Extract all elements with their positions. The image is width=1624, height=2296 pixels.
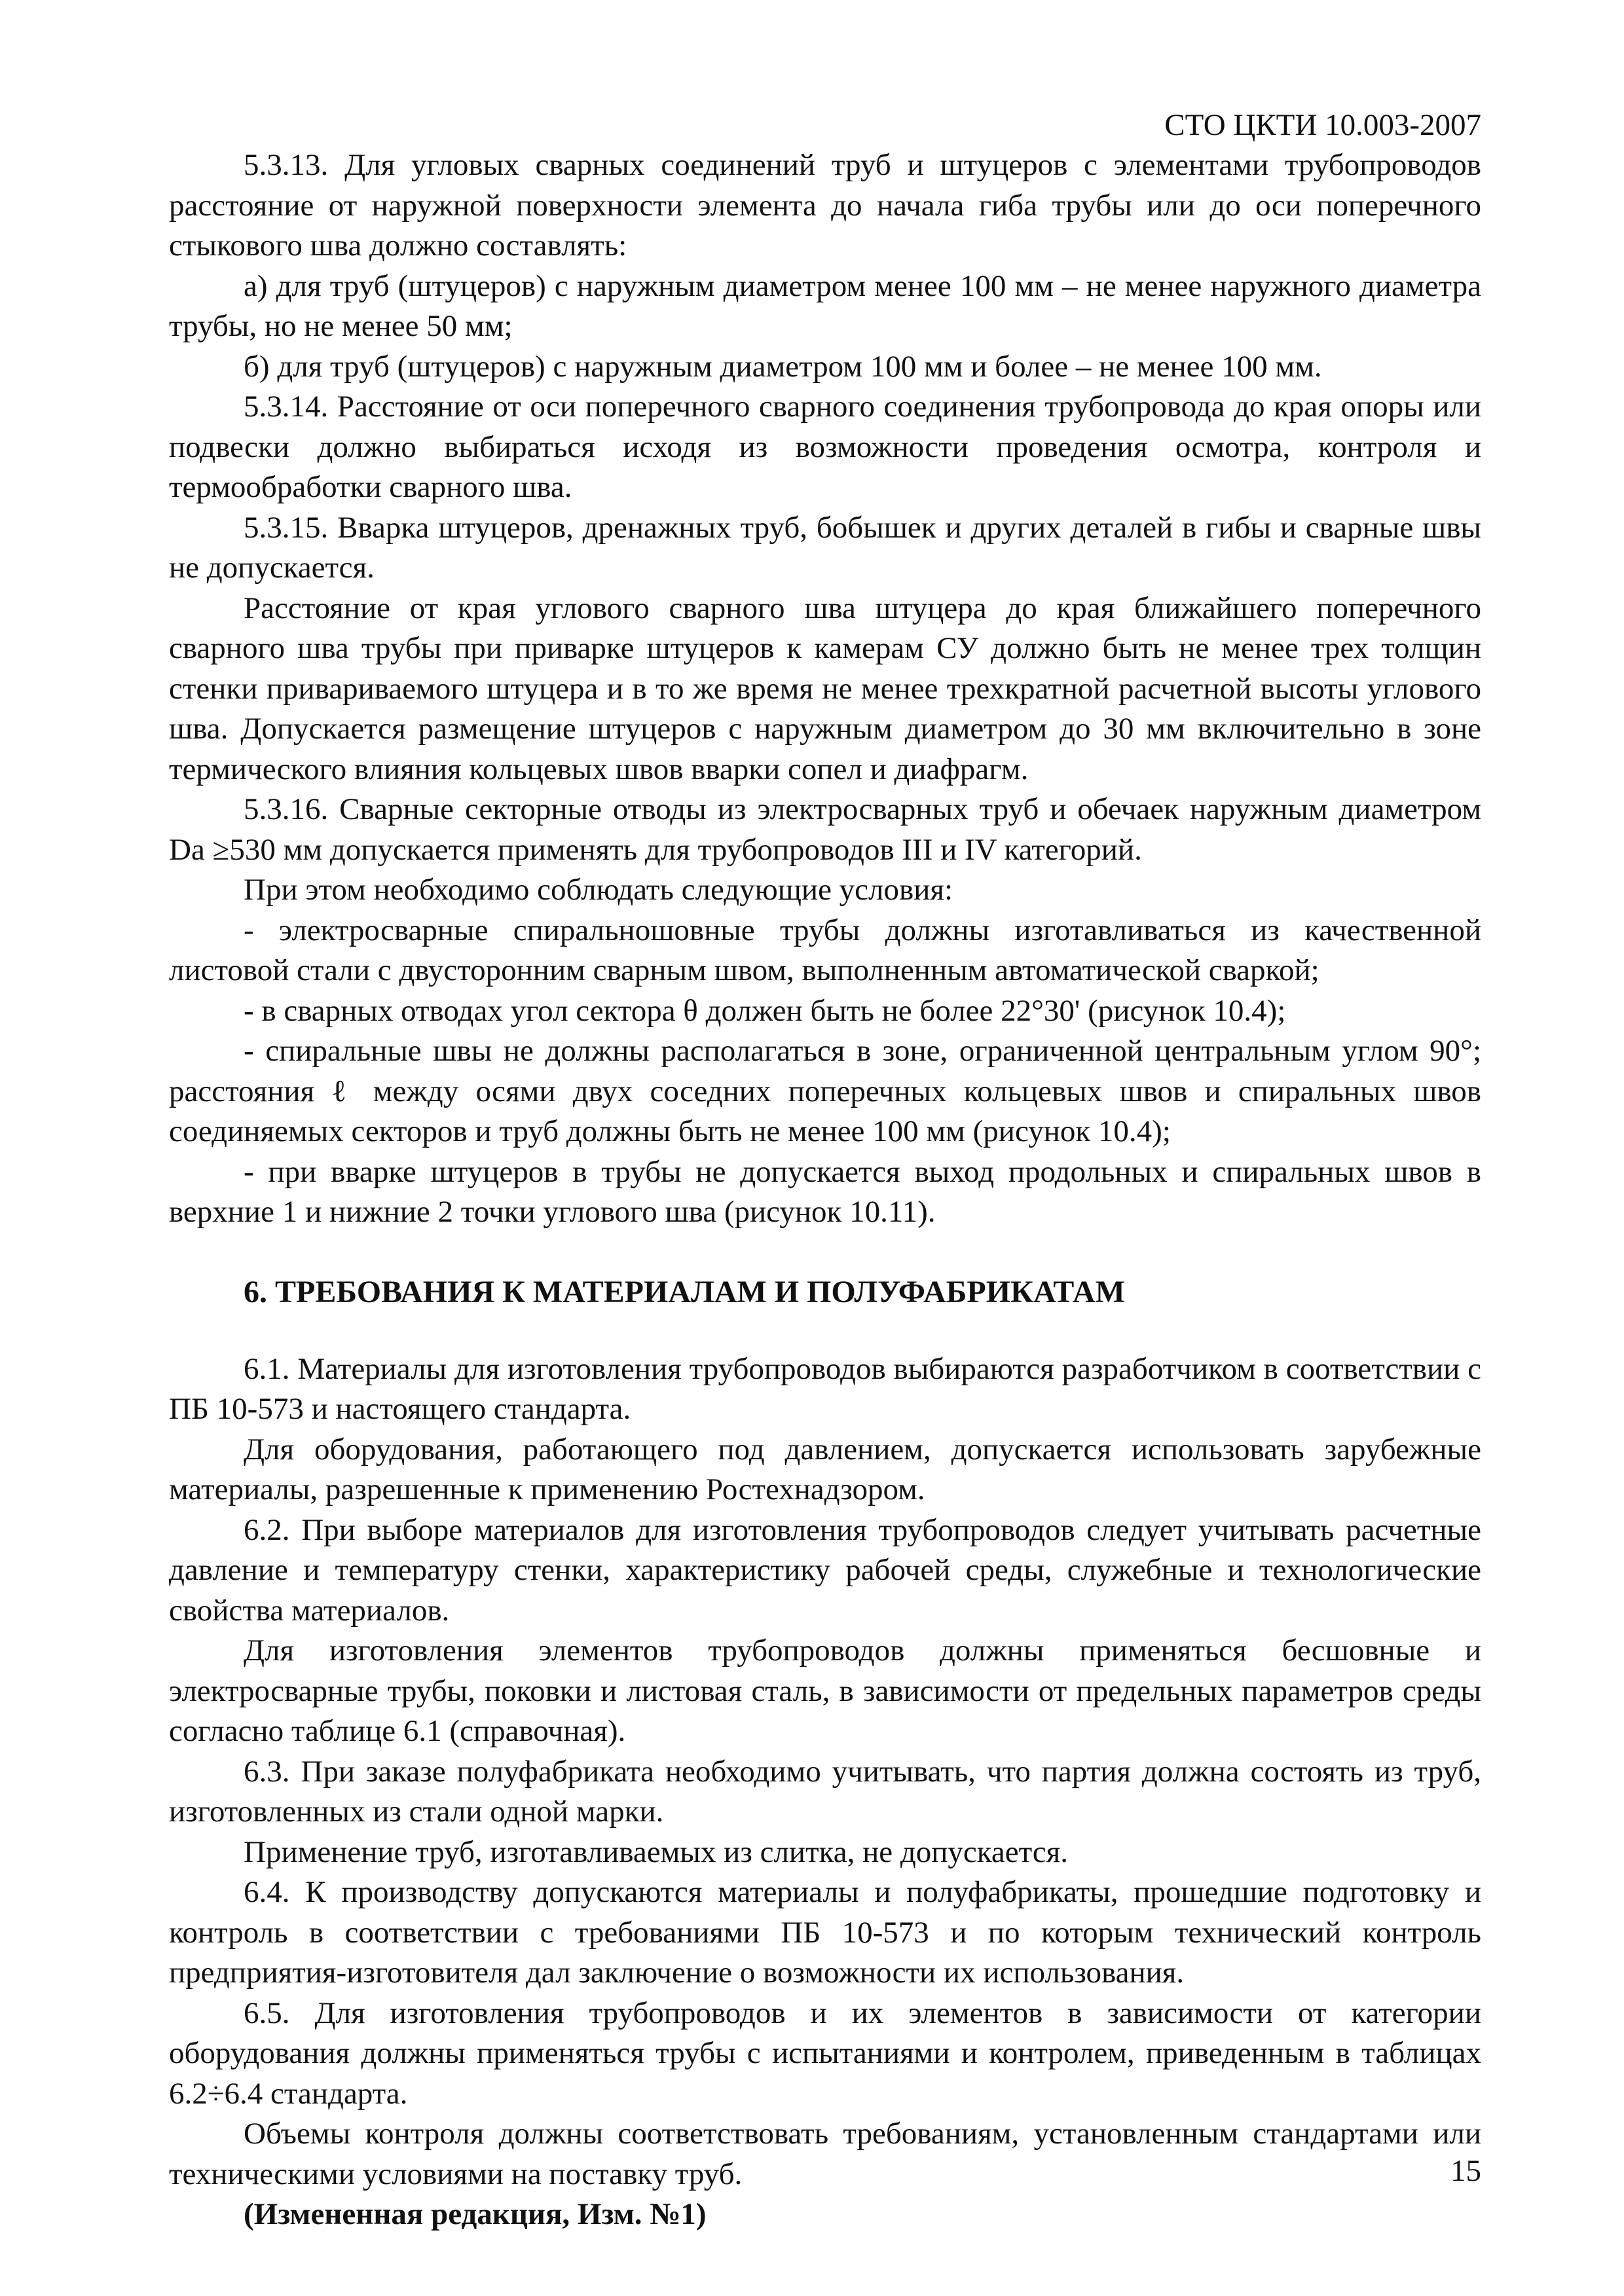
paragraph: - электросварные спиральношовные трубы должны изготавливаться из качественной листовой стали с двусторонним сварным швом, выполненным автоматической сваркой; [169,913,1481,987]
paragraph: Объемы контроля должны соответствовать требованиям, установленным стандартами или техническими условиями на поставку труб. [169,2117,1481,2191]
paragraph: 6.3. При заказе полуфабриката необходимо учитывать, что партия должна состоять из труб, изготовленных из стали одной марки. [169,1754,1481,1829]
paragraph: 5.3.14. Расстояние от оси поперечного сварного соединения трубопровода до края опоры или подвески должно выбираться исходя из возможности проведения осмотра, контроля и термообработки сварного шва. [169,390,1481,504]
section-heading: 6. ТРЕБОВАНИЯ К МАТЕРИАЛАМ И ПОЛУФАБРИКАТАМ [244,1274,1125,1309]
paragraph: Расстояние от края углового сварного шва штуцера до края ближайшего поперечного сварного шва трубы при приварке штуцеров к камерам СУ должно быть не менее трех толщин стенки привариваемого штуцера и в то же время не менее трехкратной расчетной высоты углового шва. Допускается размещение штуцеров с наружным диаметром до 30 мм включительно в зоне термического влияния кольцевых швов вварки сопел и диафрагм. [169,591,1481,786]
paragraph: 6.2. При выборе материалов для изготовления трубопроводов следует учитывать расчетные давление и температуру стенки, характеристику рабочей среды, служебные и технологические свойства материалов. [169,1512,1481,1628]
paragraph: 6.5. Для изготовления трубопроводов и их элементов в зависимости от категории оборудования должны применяться трубы с испытаниями и контролем, приведенным в таблицах 6.2÷6.4 стандарта. [169,1995,1481,2111]
document-page [169,105,1481,2235]
paragraph: б) для труб (штуцеров) с наружным диаметром 100 мм и более – не менее 100 мм. [244,349,1322,384]
document-code-header: СТО ЦКТИ 10.003-2007 [1164,108,1481,142]
page-number: 15 [1450,2154,1481,2188]
paragraph: 6.1. Материалы для изготовления трубопроводов выбираются разработчиком в соответствии с ПБ 10-573 и настоящего стандарта. [169,1351,1481,1426]
paragraph: 5.3.16. Сварные секторные отводы из электросварных труб и обечаек наружным диаметром Da ≥530 мм допускается применять для трубопроводов III и IV категорий. [169,792,1481,867]
paragraph: 5.3.15. Вварка штуцеров, дренажных труб, бобышек и других деталей в гибы и сварные швы не допускается. [169,510,1481,585]
paragraph: 5.3.13. Для угловых сварных соединений труб и штуцеров с элементами трубопроводов расстояние от наружной поверхности элемента до начала гиба трубы или до оси поперечного стыкового шва должно составлять: [169,148,1481,263]
paragraph: 6.4. К производству допускаются материалы и полуфабрикаты, прошедшие подготовку и контроль в соответствии с требованиями ПБ 10-573 и по которым технический контроль предприятия-изготовителя дал заключение о возможности их использования. [169,1875,1481,1990]
paragraph: Применение труб, изготавливаемых из слитка, не допускается. [244,1834,1068,1869]
paragraph: - в сварных отводах угол сектора θ должен быть не более 22°30' (рисунок 10.4); [244,993,1286,1028]
paragraph: - при вварке штуцеров в трубы не допускается выход продольных и спиральных швов в верхние 1 и нижние 2 точки углового шва (рисунок 10.11). [169,1154,1481,1229]
paragraph: а) для труб (штуцеров) с наружным диаметром менее 100 мм – не менее наружного диаметра трубы, но не менее 50 мм; [169,268,1481,343]
paragraph: При этом необходимо соблюдать следующие условия: [244,873,953,907]
paragraph: - спиральные швы не должны располагаться в зоне, ограниченной центральным углом 90°; расстояния ℓ между осями двух соседних поперечных кольцевых швов и спиральных швов соединяемых секторов и труб должны быть не менее 100 мм (рисунок 10.4); [169,1034,1481,1148]
paragraph: Для изготовления элементов трубопроводов должны применяться бесшовные и электросварные трубы, поковки и листовая сталь, в зависимости от предельных параметров среды согласно таблице 6.1 (справочная). [169,1633,1481,1748]
paragraph: Для оборудования, работающего под давлением, допускается использовать зарубежные материалы, разрешенные к применению Ростехнадзором. [169,1432,1481,1506]
revision-note: (Измененная редакция, Изм. №1) [244,2197,707,2231]
